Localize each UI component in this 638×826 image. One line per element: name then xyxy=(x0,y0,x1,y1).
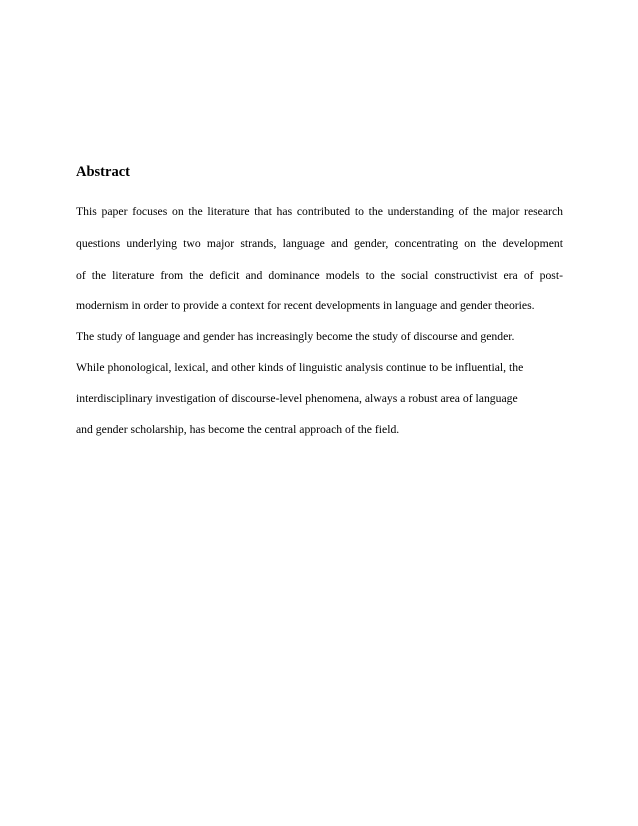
paragraph-1-line-1: This paper focuses on the literature that has contributed to the understanding of the major research xyxy=(76,205,563,218)
paragraph-2-line-1: The study of language and gender has increasingly become the study of discourse and gender. xyxy=(76,330,515,343)
paragraph-2-line-2: While phonological, lexical, and other kinds of linguistic analysis continue to be influential, the xyxy=(76,361,524,374)
paragraph-1-line-4: modernism in order to provide a context for recent developments in language and gender theories. xyxy=(76,299,535,312)
abstract-heading: Abstract xyxy=(76,164,130,180)
paragraph-2-line-4: and gender scholarship, has become the central approach of the field. xyxy=(76,423,400,436)
paragraph-2-line-3: interdisciplinary investigation of discourse-level phenomena, always a robust area of language xyxy=(76,392,518,405)
paragraph-1-line-2: questions underlying two major strands, language and gender, concentrating on the development xyxy=(76,237,563,250)
paragraph-1-line-3: of the literature from the deficit and dominance models to the social constructivist era of post- xyxy=(76,269,563,282)
